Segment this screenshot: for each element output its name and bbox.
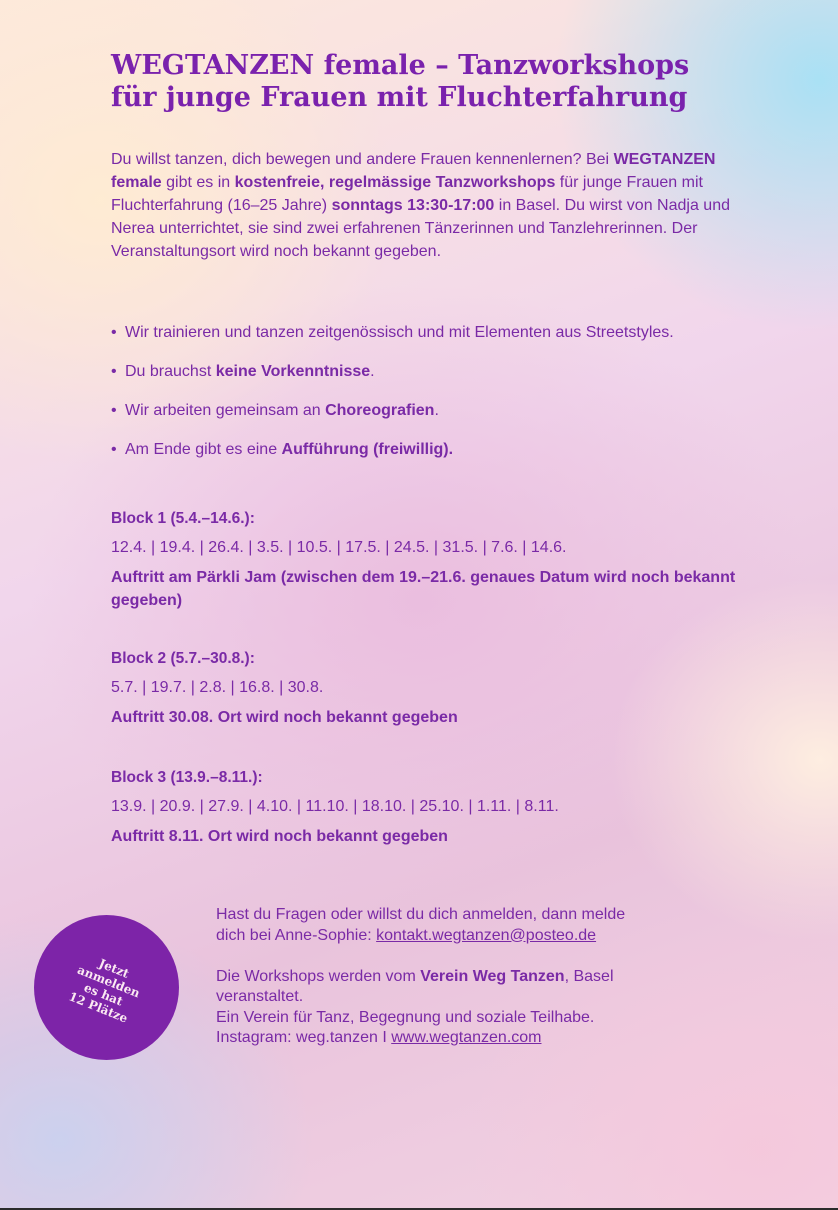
intro-bold-name: WEGTANZEN female bbox=[111, 151, 716, 191]
organizer-line: Die Workshops werden vom bbox=[216, 967, 421, 985]
intro-text: gibt es in bbox=[161, 174, 235, 191]
organizer-name: Verein Weg Tanzen bbox=[420, 967, 565, 985]
block-performance: Auftritt 8.11. Ort wird noch bekannt gegeben bbox=[111, 828, 448, 845]
list-item-text: Am Ende gibt es eine bbox=[125, 441, 282, 458]
signup-badge-text: Jetzt anmelden es hat 12 Plätze bbox=[67, 955, 143, 1026]
list-item-bold: Aufführung (freiwillig). bbox=[281, 441, 454, 458]
schedule-block-2 bbox=[111, 648, 751, 729]
bullet-icon: • bbox=[111, 363, 117, 380]
list-item bbox=[111, 361, 811, 383]
website-link[interactable]: www.wegtanzen.com bbox=[391, 1029, 542, 1046]
contact-line: dich bei Anne-Sophie: bbox=[216, 926, 377, 944]
title-line-2: für junge Frauen mit Fluchterfahrung bbox=[111, 82, 688, 113]
bullet-icon: • bbox=[111, 324, 117, 341]
block-heading: Block 1 (5.4.–14.6.): bbox=[111, 510, 255, 527]
block-dates: 13.9. | 20.9. | 27.9. | 4.10. | 11.10. | 18.10. | 25.10. | 1.11. | 8.11. bbox=[111, 798, 559, 815]
list-item bbox=[111, 322, 811, 344]
list-item-text: Du brauchst bbox=[125, 363, 216, 380]
signup-badge bbox=[34, 915, 179, 1060]
email-link[interactable]: kontakt.wegtanzen@posteo.de bbox=[376, 926, 597, 944]
contact-text bbox=[216, 905, 686, 946]
contact-line: Hast du Fragen oder willst du dich anmelden, dann melde bbox=[216, 906, 626, 923]
intro-text: für junge Frauen mit Fluchterfahrung (16–25 Jahre) bbox=[111, 174, 703, 214]
list-item-text: . bbox=[434, 402, 439, 419]
list-item bbox=[111, 439, 811, 461]
intro-text: Du willst tanzen, dich bewegen und andere Frauen kennenlernen? Bei bbox=[111, 151, 614, 168]
schedule-block-1 bbox=[111, 508, 751, 612]
organizer-line: veranstaltet. bbox=[216, 988, 304, 1005]
feature-list bbox=[111, 322, 811, 478]
schedule-block-3 bbox=[111, 767, 751, 848]
title-line-1: WEGTANZEN female – Tanzworkshops bbox=[111, 50, 690, 81]
bullet-icon: • bbox=[111, 441, 117, 458]
intro-bold-time: sonntags 13:30-17:00 bbox=[331, 197, 495, 214]
instagram-label: Instagram: weg.tanzen I bbox=[216, 1029, 392, 1046]
block-dates: 5.7. | 19.7. | 2.8. | 16.8. | 30.8. bbox=[111, 679, 324, 696]
list-item-bold: keine Vorkenntnisse bbox=[215, 363, 371, 380]
intro-paragraph bbox=[111, 148, 751, 263]
list-item-text: Wir arbeiten gemeinsam an bbox=[125, 402, 326, 419]
organizer-line: , Basel bbox=[564, 967, 614, 985]
organizer-description: Ein Verein für Tanz, Begegnung und soziale Teilhabe. bbox=[216, 1008, 595, 1026]
block-performance: Auftritt am Pärkli Jam (zwischen dem 19.–21.6. genaues Datum wird noch bekannt gegeben) bbox=[111, 569, 736, 609]
intro-text: in Basel. Du wirst von Nadja und Nerea unterrichtet, sie sind zwei erfahrenen Tänzerinnen und Tanzlehrerinnen. Der Veranstaltungsort wird noch bekannt gegeben. bbox=[111, 197, 730, 260]
list-item bbox=[111, 400, 811, 422]
block-performance: Auftritt 30.08. Ort wird noch bekannt gegeben bbox=[111, 709, 458, 726]
list-item-text: . bbox=[370, 363, 375, 380]
block-heading: Block 2 (5.7.–30.8.): bbox=[111, 650, 255, 667]
bullet-icon: • bbox=[111, 402, 117, 419]
block-heading: Block 3 (13.9.–8.11.): bbox=[111, 769, 263, 786]
list-item-bold: Choreografien bbox=[325, 402, 435, 419]
organizer-text bbox=[216, 967, 686, 1049]
block-dates: 12.4. | 19.4. | 26.4. | 3.5. | 10.5. | 17.5. | 24.5. | 31.5. | 7.6. | 14.6. bbox=[111, 539, 567, 556]
contact-section bbox=[216, 905, 686, 1049]
list-item-text: Wir trainieren und tanzen zeitgenössisch und mit Elementen aus Streetstyles. bbox=[125, 324, 674, 341]
page-title bbox=[111, 50, 811, 114]
intro-bold-offer: kostenfreie, regelmässige Tanzworkshops bbox=[234, 174, 556, 191]
